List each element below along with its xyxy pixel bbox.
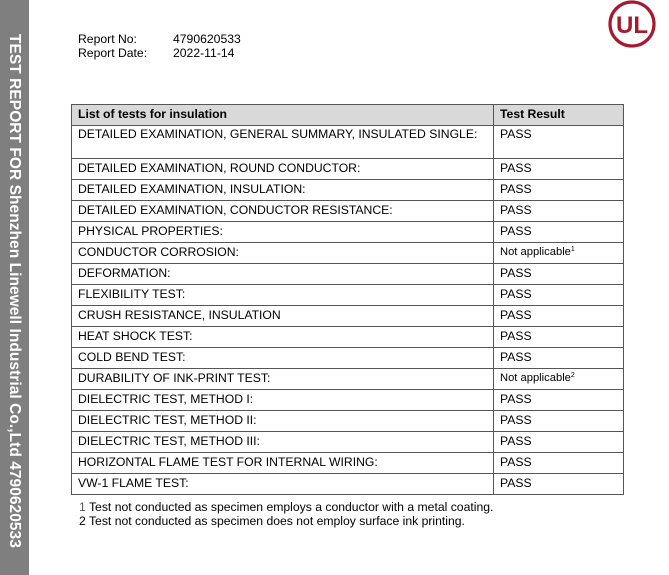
footnote-number: 2: [79, 514, 86, 528]
test-result: PASS: [500, 413, 532, 427]
test-name-cell: DIELECTRIC TEST, METHOD II:: [72, 411, 494, 432]
test-result-cell: [494, 159, 624, 180]
test-name-cell: DURABILITY OF INK-PRINT TEST:: [72, 369, 494, 390]
footnote-2: [79, 514, 493, 528]
test-name-cell: PHYSICAL PROPERTIES:: [72, 222, 494, 243]
table-row: [72, 453, 624, 474]
footnote-number: 1: [79, 500, 86, 514]
table-row: [72, 222, 624, 243]
report-info: [78, 32, 241, 60]
test-name-cell: COLD BEND TEST:: [72, 348, 494, 369]
test-result: PASS: [500, 287, 532, 301]
test-result-cell: [494, 411, 624, 432]
table-row: [72, 348, 624, 369]
test-result-cell: [494, 474, 624, 495]
test-result-cell: [494, 432, 624, 453]
test-result-cell: [494, 390, 624, 411]
test-name-cell: DETAILED EXAMINATION, INSULATION:: [72, 180, 494, 201]
test-name-cell: DETAILED EXAMINATION, ROUND CONDUCTOR:: [72, 159, 494, 180]
report-number: 4790620533: [173, 32, 241, 46]
table-body: [72, 126, 624, 495]
test-result-cell: [494, 243, 624, 264]
ul-logo: [607, 0, 657, 48]
test-name-cell: DIELECTRIC TEST, METHOD I:: [72, 390, 494, 411]
footnote-marker: 1: [570, 246, 575, 253]
report-date-row: [78, 46, 241, 60]
footnotes: [79, 500, 493, 528]
test-name-cell: CRUSH RESISTANCE, INSULATION: [72, 306, 494, 327]
test-result: Not applicable: [500, 246, 571, 258]
test-result: PASS: [500, 434, 532, 448]
test-result: Not applicable: [500, 372, 571, 384]
test-result: PASS: [500, 266, 532, 280]
test-result-cell: [494, 180, 624, 201]
test-result-cell: [494, 285, 624, 306]
test-result-cell: [494, 126, 624, 159]
test-result-cell: [494, 369, 624, 390]
test-result-cell: [494, 327, 624, 348]
test-result: PASS: [500, 455, 532, 469]
side-banner: [0, 0, 29, 575]
table-row: [72, 201, 624, 222]
side-banner-text: TEST REPORT FOR Shenzhen Linewell Industrial Co.,Ltd 4790620533: [6, 34, 23, 548]
test-result: PASS: [500, 308, 532, 322]
test-result: PASS: [500, 127, 532, 141]
test-result-cell: [494, 453, 624, 474]
table-row: [72, 306, 624, 327]
test-result: PASS: [500, 182, 532, 196]
test-name-cell: DEFORMATION:: [72, 264, 494, 285]
footnote-1: [79, 500, 493, 514]
report-date: 2022-11-14: [173, 46, 235, 60]
test-result: PASS: [500, 224, 532, 238]
test-result-cell: [494, 264, 624, 285]
table-row: [72, 285, 624, 306]
table-row: [72, 126, 624, 159]
test-result: PASS: [500, 476, 532, 490]
tests-table: [71, 104, 624, 495]
test-name-cell: HEAT SHOCK TEST:: [72, 327, 494, 348]
test-result-cell: [494, 201, 624, 222]
footnote-marker: 2: [570, 372, 575, 379]
table-row: [72, 180, 624, 201]
test-result-cell: [494, 306, 624, 327]
footnote-text: Test not conducted as specimen does not employ surface ink printing.: [88, 514, 465, 528]
test-name-cell: DIELECTRIC TEST, METHOD III:: [72, 432, 494, 453]
test-result: PASS: [500, 329, 532, 343]
table-row: [72, 411, 624, 432]
test-name-cell: VW-1 FLAME TEST:: [72, 474, 494, 495]
column-header-test: List of tests for insulation: [72, 105, 494, 126]
report-date-label: Report Date:: [78, 46, 148, 60]
ul-logo-text: UL: [616, 12, 648, 39]
table-row: [72, 264, 624, 285]
test-name-cell: FLEXIBILITY TEST:: [72, 285, 494, 306]
report-number-label: Report No:: [78, 32, 137, 46]
test-result: PASS: [500, 161, 532, 175]
test-result-cell: [494, 348, 624, 369]
table-header-row: [72, 105, 624, 126]
test-result-cell: [494, 222, 624, 243]
test-name-cell: HORIZONTAL FLAME TEST FOR INTERNAL WIRING:: [72, 453, 494, 474]
table-row: [72, 159, 624, 180]
test-result: PASS: [500, 350, 532, 364]
table-row: [72, 474, 624, 495]
table-row: [72, 327, 624, 348]
test-result: PASS: [500, 203, 532, 217]
test-name-cell: DETAILED EXAMINATION, GENERAL SUMMARY, INSULATED SINGLE:: [72, 126, 494, 159]
column-header-result: Test Result: [494, 105, 624, 126]
footnote-text: Test not conducted as specimen employs a conductor with a metal coating.: [88, 500, 494, 514]
test-name-cell: CONDUCTOR CORROSION:: [72, 243, 494, 264]
table-row: [72, 243, 624, 264]
table-row: [72, 369, 624, 390]
test-name-cell: DETAILED EXAMINATION, CONDUCTOR RESISTANCE:: [72, 201, 494, 222]
test-result: PASS: [500, 392, 532, 406]
report-number-row: [78, 32, 241, 46]
table-row: [72, 432, 624, 453]
table-row: [72, 390, 624, 411]
